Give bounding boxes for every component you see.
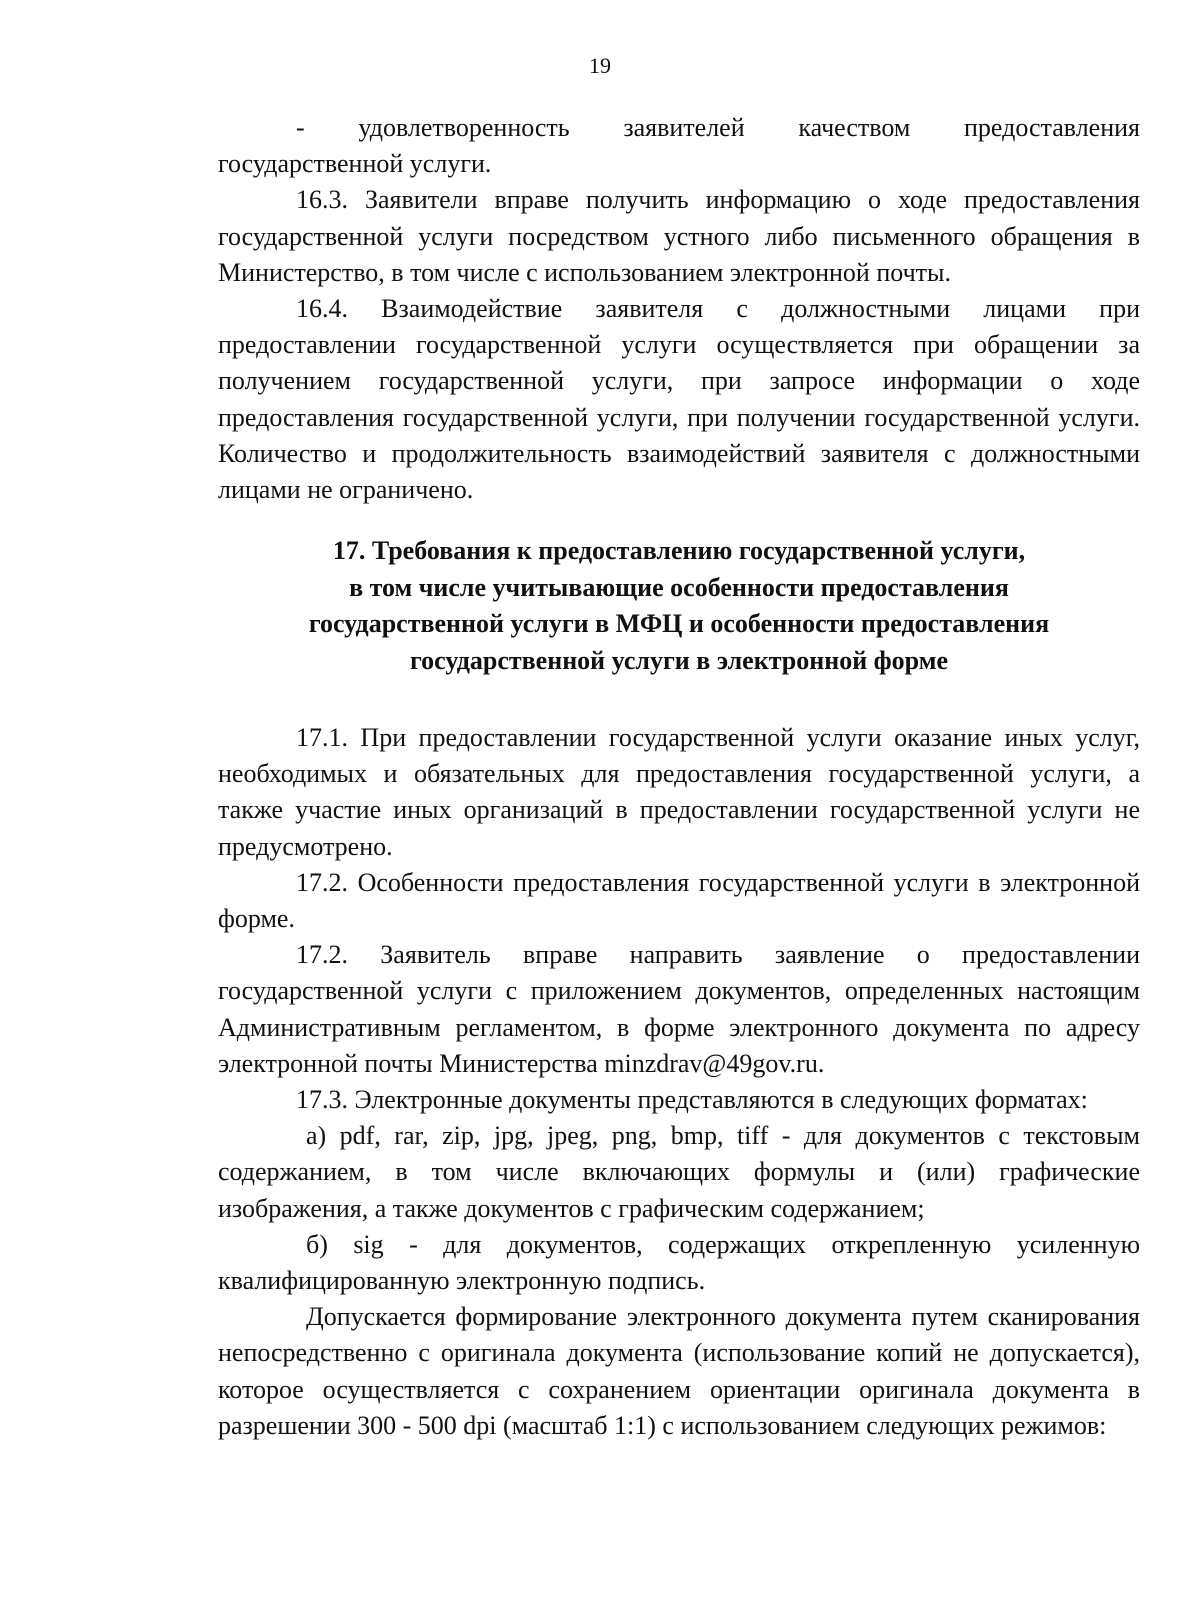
section-16-text: [218, 110, 1140, 508]
paragraph-17-2-email: 17.2. Заявитель вправе направить заявление о предоставлении государственной услуги с приложением документов, определенных настоящим Административным регламентом, в форме электронного документа по адресу электронной почты Министерства minzdrav@49gov.ru.: [218, 940, 1140, 1078]
heading-line: государственной услуги в МФЦ и особенности предоставления: [308, 609, 1050, 639]
list-item-b-signature: б) sig - для документов, содержащих открепленную усиленную квалифицированную электронную подпись.: [218, 1229, 1140, 1296]
paragraph-16-3: 16.3. Заявители вправе получить информацию о ходе предоставления государственной услуги посредством устного либо письменного обращения в Министерство, в том числе с использованием электронной почты.: [218, 185, 1140, 287]
page-number: 19: [589, 53, 611, 78]
heading-line: 17. Требования к предоставлению государственной услуги,: [332, 536, 1026, 565]
heading-line: государственной услуги в электронной форме: [410, 645, 948, 675]
section-17-text: [218, 720, 1140, 1444]
paragraph-17-2-features: 17.2. Особенности предоставления государственной услуги в электронной форме.: [218, 867, 1140, 934]
section-17-heading: [218, 533, 1140, 679]
paragraph-16-4: 16.4. Взаимодействие заявителя с должностными лицами при предоставлении государственной услуги осуществляется при обращении за получением государственной услуги, при запросе информации о ходе предоставления государственной услуги, при получении государственной услуги. Количество и продолжительность взаимодействий заявителя с должностными лицами не ограничено.: [218, 294, 1140, 505]
list-item-a-formats: а) pdf, rar, zip, jpg, jpeg, png, bmp, tiff - для документов с текстовым содержанием, в том числе включающих формулы и (или) графические изображения, а также документов с графическим содержанием;: [218, 1121, 1140, 1223]
paragraph-17-3: 17.3. Электронные документы представляются в следующих форматах:: [296, 1085, 1088, 1115]
paragraph-scanning: Допускается формирование электронного документа путем сканирования непосредственно с оригинала документа (использование копий не допускается), которое осуществляется с сохранением ориентации оригинала документа в разрешении 300 - 500 dpi (масштаб 1:1) с использованием следующих режимов:: [218, 1302, 1140, 1440]
heading-line: в том числе учитывающие особенности предоставления: [349, 572, 1009, 602]
paragraph-satisfaction: - удовлетворенность заявителей качеством предоставления государственной услуги.: [218, 113, 1140, 179]
paragraph-17-1: 17.1. При предоставлении государственной услуги оказание иных услуг, необходимых и обязательных для предоставления государственной услуги, а также участие иных организаций в предоставлении государственной услуги не предусмотрено.: [218, 723, 1140, 861]
